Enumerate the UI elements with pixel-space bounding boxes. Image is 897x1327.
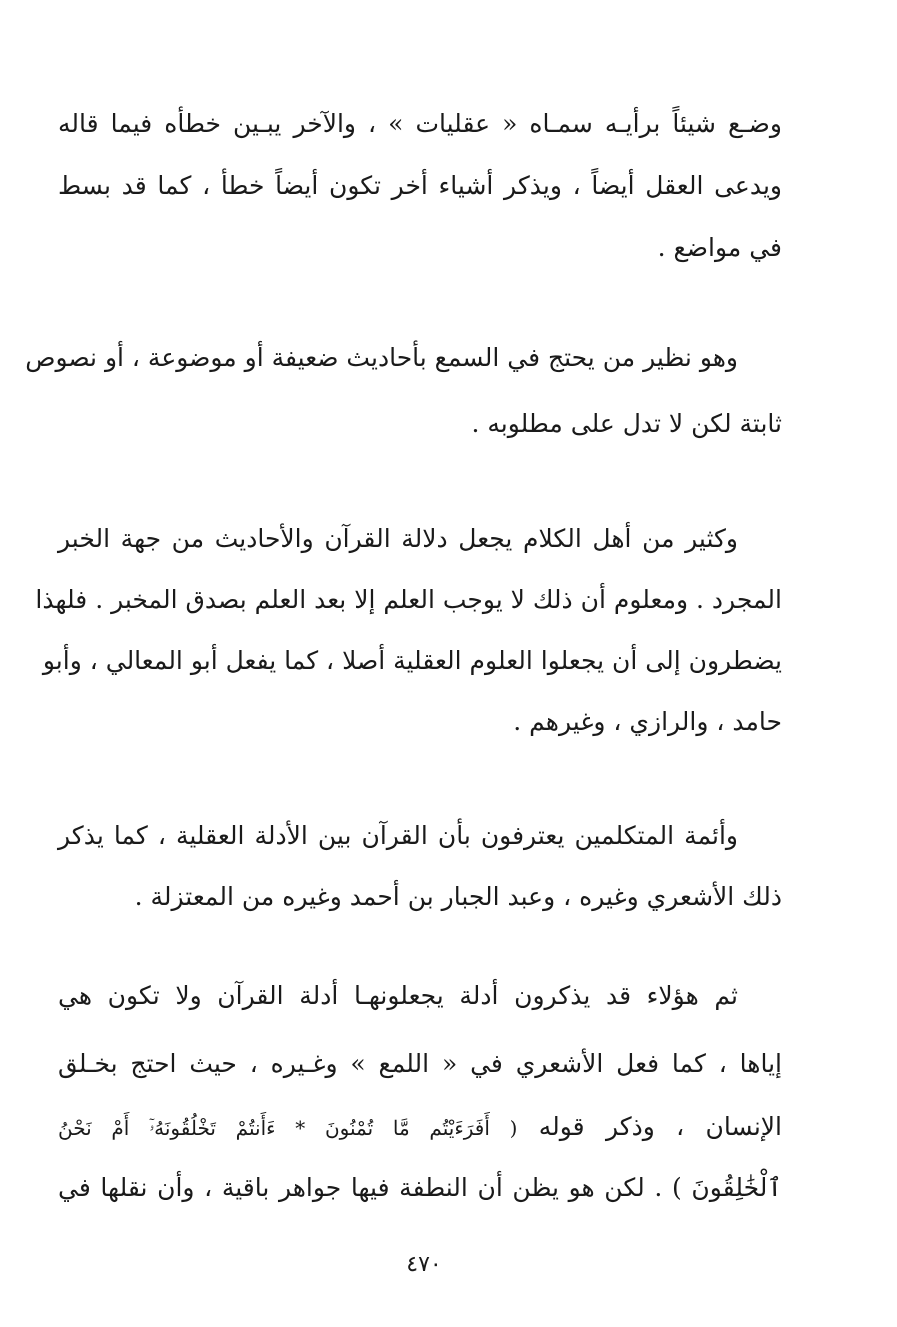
quran-verse: ( أَفَرَءَيْتُم مَّا تُمْنُونَ * ءَأَنتُمْ تَخْلُقُونَهُۥٓ أَمْ نَحْنُ [58, 1116, 518, 1140]
text-line: في مواضع . [657, 233, 782, 262]
text-line: وهو نظير من يحتج في السمع بأحاديث ضعيفة أو موضوعة ، أو نصوص [25, 343, 738, 372]
text-line: ثابتة لكن لا تدل على مطلوبه . [471, 409, 782, 438]
text-line: وأئمة المتكلمين يعترفون بأن القرآن بين الأدلة العقلية ، كما يذكر [58, 821, 738, 850]
text-line: المجرد . ومعلوم أن ذلك لا يوجب العلم إلا بعد العلم بصدق المخبر . فلهذا [35, 585, 782, 614]
text-line: إياها ، كما فعل الأشعري في « اللمع » وغـيره ، حيث احتج بخـلق [58, 1049, 782, 1078]
text-line: ويدعى العقل أيضاً ، ويذكر أشياء أخر تكون أيضاً خطأ ، كما قد بسط [58, 171, 782, 200]
text-line: ثم هؤلاء قد يذكرون أدلة يجعلونهـا أدلة القرآن ولا تكون هي [58, 981, 738, 1010]
text-line-with-verse [58, 1107, 782, 1147]
text-line: يضطرون إلى أن يجعلوا العلوم العقلية أصلا ، كما يفعل أبو المعالي ، وأبو [42, 646, 782, 675]
text-line: حامد ، والرازي ، وغيرهم . [513, 707, 782, 736]
text-segment: الإنسان ، وذكر قوله [538, 1112, 782, 1141]
page-number: ٤٧٠ [406, 1252, 442, 1277]
text-line: وضـع شيئاً برأيـه سمـاه « عقليات » ، والآخر يبـين خطأه فيما قاله [58, 109, 782, 138]
text-line: ذلك الأشعري وغيره ، وعبد الجبار بن أحمد وغيره من المعتزلة . [134, 882, 782, 911]
text-line: وكثير من أهل الكلام يجعل دلالة القرآن والأحاديث من جهة الخبر [58, 524, 738, 553]
text-line: ٱلْخَٰلِقُونَ ) . لكن هو يظن أن النطفة فيها جواهر باقية ، وأن نقلها في [58, 1173, 782, 1202]
